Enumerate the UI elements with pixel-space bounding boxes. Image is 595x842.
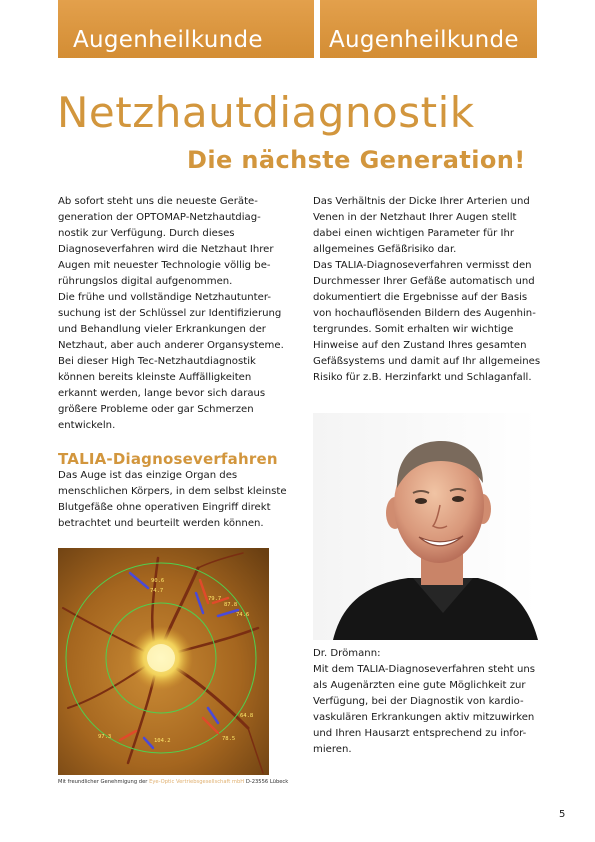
retina-scan-graphic [58,548,269,775]
caption-prefix: Mit freundlicher Genehmigung der [58,779,150,785]
retina-scan-image [58,548,269,775]
measurement-label: 74.6 [236,612,250,618]
measurement-label: 90.6 [151,578,165,584]
doctor-portrait-graphic [313,413,538,640]
measurement-label: 74.7 [150,588,164,594]
measurement-label: 97.3 [98,734,112,740]
measurement-label: 87.8 [224,602,238,608]
caption-company: Eye-Optic Vertriebsgesellschaft mbH [149,779,245,785]
talia-heading: TALIA-Diagnoseverfahren [58,450,278,468]
measurement-label: 64.8 [240,713,254,719]
doctor-quote: Dr. Drömann: Mit dem TALIA-Diagnoseverfahren steht uns als Augenärzten eine gute Möglichkeit zur Verfügung, bei der Diagnostik von kardio- vaskulären Erkrankungen aktiv mitzuwirken und Ihren Hausarzt entsprechend zu infor- mieren. [313,648,536,755]
header-label-right: Augenheilkunde [329,27,519,53]
doctor-portrait [313,413,538,640]
measurement-label: 104.2 [154,738,171,744]
header-label-left: Augenheilkunde [73,27,263,53]
page-number: 5 [559,809,566,820]
measurement-label: 79.7 [208,596,222,602]
talia-paragraph: Das Auge ist das einzige Organ des menschlichen Körpers, in dem selbst kleinste Blutgefäße ohne operativen Eingriff direkt betrachtet und beurteilt werden können. [58,470,287,529]
measurement-label: 78.5 [222,736,236,742]
header-band-right [320,0,537,58]
vessel-paragraph: Das Verhältnis der Dicke Ihrer Arterien und Venen in der Netzhaut Ihrer Augen stellt dabei einen wichtigen Parameter für Ihr allgemeines Gefäßrisiko dar. Das TALIA-Diagnoseverfahren vermisst den Durchmesser Ihrer Gefäße automatisch und dokumentiert die Ergebnisse auf der Basis von hochauflösenden Bildern des Augenhin- tergrundes. Somit erhalten wir wichtige Hinweise auf den Zustand Ihres gesamten Gefäßsystems und damit auf Ihr allgemeines Risiko für z.B. Herzinfarkt und Schlaganfall. [313,196,541,383]
page-subtitle: Die nächste Generation! [187,146,526,174]
caption-suffix: D-23556 Lübeck [244,779,289,785]
intro-paragraph: Ab sofort steht uns die neueste Geräte- generation der OPTOMAP-Netzhautdiag- nostik zur Verfügung. Durch dieses Diagnoseverfahren wird die Netzhaut Ihrer Augen mit neuester Technologie völlig be- rührungslos digital aufgenommen. Die frühe und vollständige Netzhautunter- suchung ist der Schlüssel zur Identifizierung und Behandlung vieler Erkrankungen der Netzhaut, aber auch anderer Organsysteme. Bei dieser High Tec-Netzhautdiagnostik können bereits kleinste Auffälligkeiten erkannt werden, lange bevor sich daraus größere Probleme oder gar Schmerzen entwickeln. [58,196,284,431]
header-band-left [58,0,314,58]
page-title: Netzhautdiagnostik [57,88,475,137]
image-caption [58,779,288,785]
